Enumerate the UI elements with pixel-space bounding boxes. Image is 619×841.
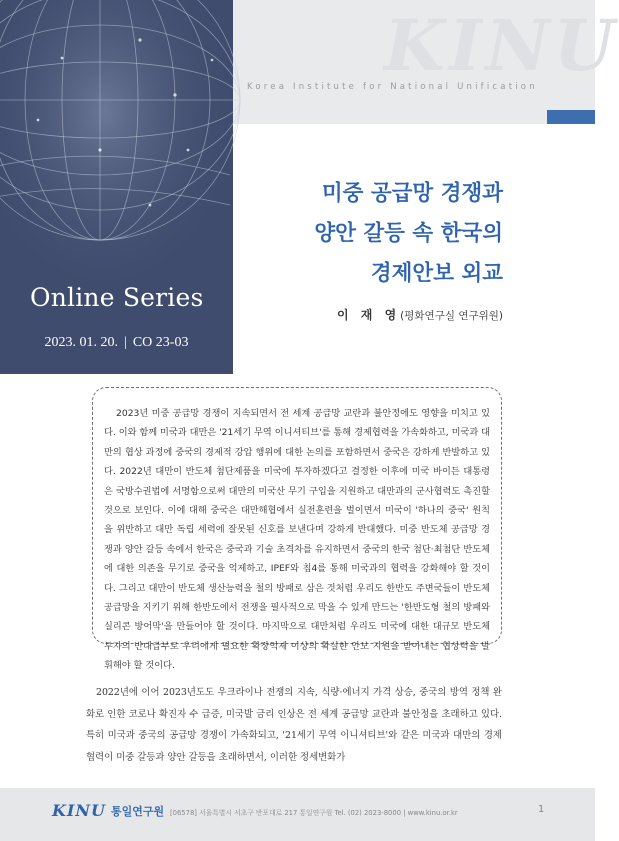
series-title: Online Series — [30, 283, 204, 312]
summary-paragraph: 2023년 미중 공급망 경쟁이 지속되면서 전 세계 공급망 교란과 불안정에도 영향을 미치고 있다. 이와 함께 미국과 대만은 '21세기 무역 이니셔티브'를 통해 경제협력을 가속화하고, 미국과 대만의 협상 과정에 중국의 경제적 강압 행위에 대한 논의를 포함하면서 중국은 강하게 반발하고 있다. 2022년 대만이 반도체 첨단제품을 미국에 투자하겠다고 결정한 이후에 미국 바이든 대통령은 국방수권법에 서명함으로써 대만의 미국산 무기 구입을 지원하고 대만과의 군사협력도 촉진할 것으로 보인다. 이에 대해 중국은 대만해협에서 실전훈련을 벌이면서 미국이 '하나의 중국' 원칙을 위반하고 대만 독립 세력에 잘못된 신호를 보낸다며 강하게 반대했다. 미중 반도체 공급망 경쟁과 양안 갈등 속에서 한국은 중국과 기술 초격차를 유지하면서 중국의 한국 첨단·최첨단 반도체에 대한 의존을 무기로 중국을 억제하고, IPEF와 칩4를 통해 미국과의 협력을 강화해야 할 것이다. 그리고 대만이 반도체 생산능력을 철의 방패로 삼은 것처럼 우리도 한반도 주변국들이 반도체 공급망을 지키기 위해 한반도에서 전쟁을 필사적으로 막을 수 있게 만드는 '한반도형 철의 방패와 실리콘 방어막'을 만들어야 할 것이다. 마지막으로 대만처럼 우리도 미국에 대한 대규모 반도체 투자의 반대급부로 우리에게 필요한 확장억제 이상의 확실한 안보 지원을 받아내는 협상력을 발휘해야 할 것이다. — [104, 408, 491, 672]
cover-panel — [0, 0, 233, 374]
org-name: 통일연구원 — [110, 804, 165, 818]
title-line: 경제안보 외교 — [370, 261, 503, 286]
issue-date: 2023. 01. 20. — [44, 335, 119, 350]
issue-info — [0, 335, 233, 351]
institute-name: Korea Institute for National Unification — [247, 82, 538, 92]
body-text: 2022년에 이어 2023년도도 우크라이나 전쟁의 지속, 식량·에너지 가격 상승, 중국의 방역 정책 완화로 인한 코로나 확진자 수 급증, 미국발 금리 인상은 전 세계 공급망 교란과 불안정을 초래하고 있다. 특히 미국과 중국의 공급망 경쟁이 가속화되고, '21세기 무역 이니셔티브'와 같은 미국과 대만의 경제협력이 미중 갈등과 양안 갈등을 초래하면서, 이러한 정세변화가 — [86, 687, 502, 763]
issue-code: CO 23-03 — [132, 335, 189, 350]
author-affiliation: (평화연구실 연구위원) — [400, 310, 503, 322]
author-byline — [337, 306, 503, 323]
kinu-logo-mark: KINU — [52, 801, 106, 820]
author-name: 이 재 영 — [337, 308, 401, 322]
title-line: 양안 갈등 속 한국의 — [314, 221, 503, 246]
footer-address: [06578] 서울특별시 서초구 반포대로 217 통일연구원 Tel. (02) 2023-8000 | www.kinu.or.kr — [170, 809, 458, 817]
title-line: 미중 공급망 경쟁과 — [321, 181, 503, 206]
page-number: 1 — [538, 804, 545, 815]
footer-logo — [52, 801, 164, 820]
body-paragraph — [86, 682, 502, 768]
accent-bar — [547, 110, 595, 124]
report-title — [314, 174, 503, 294]
kinu-watermark: KINU — [384, 4, 619, 87]
summary-text — [104, 404, 490, 676]
globe-grid-graphic — [0, 0, 233, 320]
issue-separator: | — [124, 335, 127, 350]
